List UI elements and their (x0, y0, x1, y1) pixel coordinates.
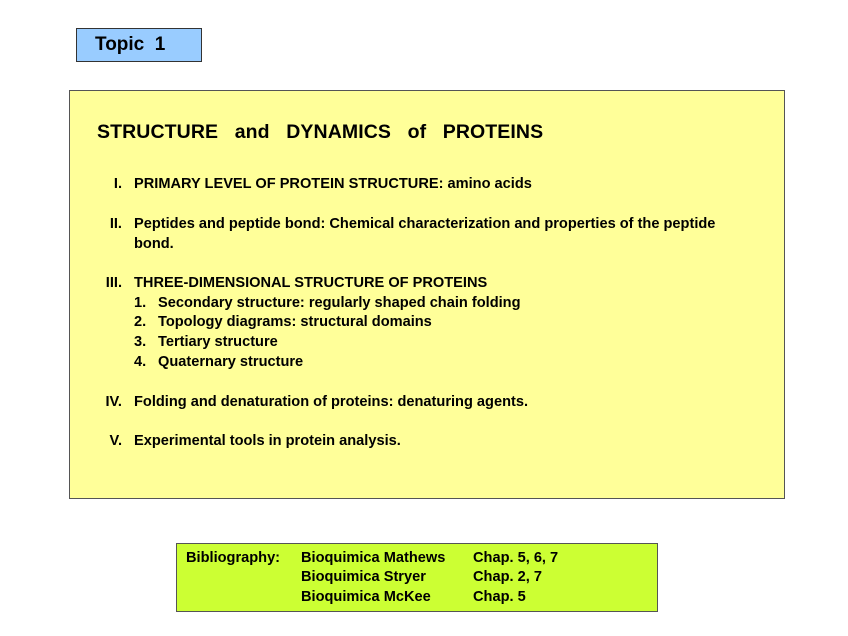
bibliography-entry (301, 588, 526, 608)
outline-text: Experimental tools in protein analysis. (134, 433, 401, 449)
bibliography-entry (301, 568, 542, 588)
book-title: Bioquimica Mathews (301, 550, 446, 566)
bibliography-entry (301, 549, 558, 569)
bibliography-box (176, 543, 658, 612)
outline-numeral: I. (113, 176, 122, 192)
subitem-text: Secondary structure: regularly shaped chain folding (158, 295, 521, 311)
subitem-number: 1. (134, 295, 147, 311)
content-box (69, 90, 785, 499)
subitem-text: Quaternary structure (158, 354, 304, 370)
outline-text: Folding and denaturation of proteins: denaturing agents. (134, 394, 529, 410)
outline-numeral: II. (109, 216, 122, 232)
outline-subitem (134, 313, 432, 333)
outline-text: THREE-DIMENSIONAL STRUCTURE OF PROTEINS (134, 275, 488, 291)
outline-subitem (134, 294, 521, 314)
outline-subitem (134, 353, 303, 373)
book-chapters: Chap. 2, 7 (473, 569, 542, 585)
bibliography-label: Bibliography: (186, 550, 281, 566)
subitem-number: 3. (134, 334, 147, 350)
subitem-text: Tertiary structure (158, 334, 278, 350)
book-title: Bioquimica Stryer (301, 569, 426, 585)
book-title: Bioquimica McKee (301, 589, 431, 605)
outline-text: Peptides and peptide bond: Chemical characterization and properties of the peptide bond. (134, 216, 716, 252)
book-chapters: Chap. 5 (473, 589, 526, 605)
book-chapters: Chap. 5, 6, 7 (473, 550, 559, 566)
topic-label: Topic 1 (76, 28, 202, 62)
outline-text: PRIMARY LEVEL OF PROTEIN STRUCTURE: amino acids (134, 176, 532, 192)
page-title: STRUCTURE and DYNAMICS of PROTEINS (97, 121, 544, 143)
outline-numeral: III. (105, 275, 122, 291)
subitem-text: Topology diagrams: structural domains (158, 314, 432, 330)
outline-numeral: V. (109, 433, 122, 449)
subitem-number: 2. (134, 314, 147, 330)
outline-subitem (134, 333, 278, 353)
outline-numeral: IV. (105, 394, 122, 410)
subitem-number: 4. (134, 354, 147, 370)
